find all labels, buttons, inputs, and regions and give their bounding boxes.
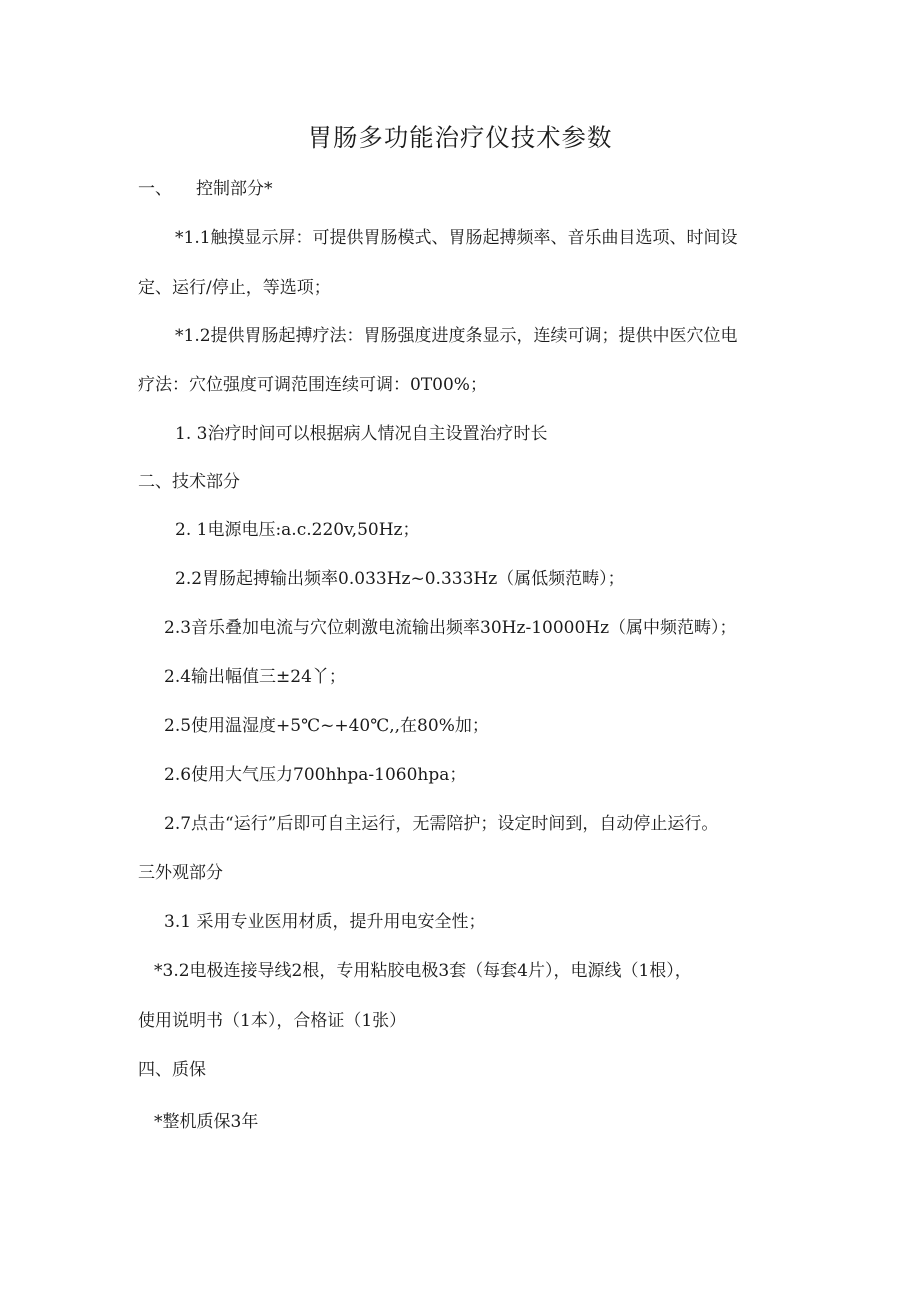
control-item-2-line-1: *1.2提供胃肠起搏疗法：胃肠强度进度条显示，连续可调；提供中医穴位电 xyxy=(175,326,738,346)
technical-item-1: 2. 1电源电压:a.c.220v,50Hz； xyxy=(175,520,420,540)
technical-item-4: 2.4输出幅值三±24丫； xyxy=(164,667,346,687)
technical-item-5: 2.5使用温湿度+5℃~+40℃,,在80%加； xyxy=(164,716,489,736)
control-item-2-line-2: 疗法：穴位强度可调范围连续可调：0T00%； xyxy=(138,375,487,395)
technical-item-3: 2.3音乐叠加电流与穴位刺激电流输出频率30Hz-10000Hz（属中频范畴）； xyxy=(164,618,737,638)
appearance-item-2-line-2: 使用说明书（1本），合格证（1张） xyxy=(138,1011,407,1031)
control-item-1-line-1: *1.1触摸显示屏：可提供胃肠模式、胃肠起搏频率、音乐曲目选项、时间设 xyxy=(175,228,738,248)
section-control-number: 一、 xyxy=(138,179,172,199)
section-appearance-heading: 三外观部分 xyxy=(138,863,223,883)
control-item-3: 1. 3治疗时间可以根据病人情况自主设置治疗时长 xyxy=(175,424,548,444)
section-control-heading: 控制部分* xyxy=(196,179,273,199)
control-item-1-line-2: 定、运行/停止，等选项； xyxy=(138,278,331,298)
technical-item-6: 2.6使用大气压力700hhpa-1060hpa； xyxy=(164,765,467,785)
section-technical-heading: 二、技术部分 xyxy=(138,472,240,492)
warranty-item-1: *整机质保3年 xyxy=(154,1112,259,1132)
technical-item-7: 2.7点击“运行”后即可自主运行，无需陪护；设定时间到，自动停止运行。 xyxy=(164,814,719,834)
section-warranty-heading: 四、质保 xyxy=(138,1060,206,1080)
appearance-item-2-line-1: *3.2电极连接导线2根，专用粘胶电极3套（每套4片），电源线（1根）， xyxy=(154,961,692,981)
appearance-item-1: 3.1 采用专业医用材质，提升用电安全性； xyxy=(164,912,486,932)
document-title: 胃肠多功能治疗仪技术参数 xyxy=(307,123,613,152)
technical-item-2: 2.2胃肠起搏输出频率0.033Hz~0.333Hz（属低频范畴）； xyxy=(175,569,625,589)
